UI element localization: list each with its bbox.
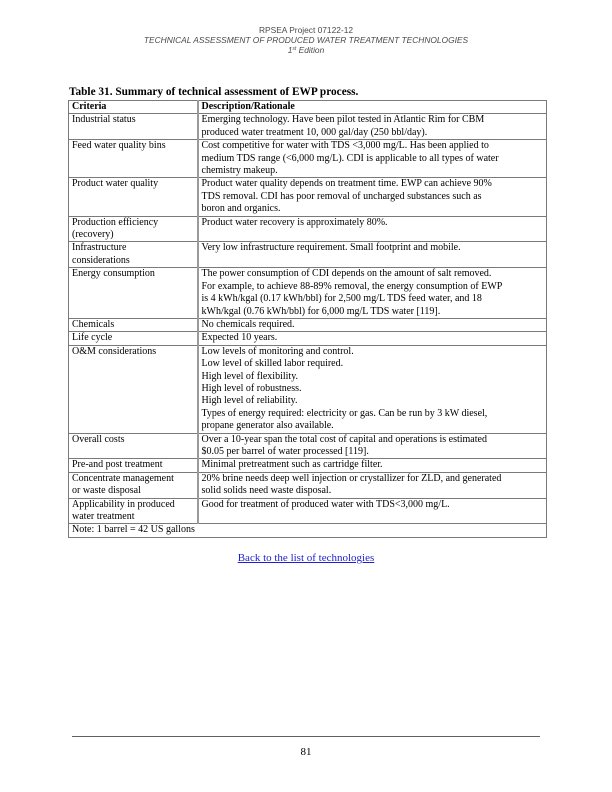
description-cell bbox=[198, 345, 547, 433]
description-text: boron and organics. bbox=[201, 203, 281, 215]
description-cell bbox=[198, 178, 547, 216]
criteria-cell bbox=[69, 345, 198, 433]
criteria-text: (recovery) bbox=[72, 229, 114, 241]
table-row bbox=[69, 459, 547, 472]
table-row bbox=[69, 216, 547, 242]
table-row bbox=[69, 242, 547, 268]
criteria-cell bbox=[69, 332, 198, 345]
criteria-cell bbox=[69, 178, 198, 216]
table-row bbox=[69, 140, 547, 178]
description-cell bbox=[198, 268, 547, 319]
description-text: The power consumption of CDI depends on the amount of salt removed. bbox=[201, 268, 492, 280]
edition-number: 1 bbox=[287, 45, 293, 55]
description-cell bbox=[198, 216, 547, 242]
criteria-cell bbox=[69, 318, 198, 331]
criteria-cell bbox=[69, 242, 198, 268]
edition bbox=[0, 45, 612, 55]
criteria-cell bbox=[69, 498, 198, 524]
description-text: No chemicals required. bbox=[201, 318, 295, 330]
column-header-criteria: Criteria bbox=[69, 101, 198, 114]
description-text: solid solids need waste disposal. bbox=[201, 485, 332, 497]
criteria-text: Production efficiency bbox=[72, 216, 159, 228]
criteria-text: Energy consumption bbox=[72, 268, 155, 280]
project-id: RPSEA Project 07122-12 bbox=[258, 25, 354, 35]
table-note: Note: 1 barrel = 42 US gallons bbox=[69, 524, 547, 537]
table-header-row bbox=[69, 101, 547, 114]
description-text: High level of reliability. bbox=[201, 395, 298, 407]
description-text: For example, to achieve 88-89% removal, the energy consumption of EWP bbox=[201, 280, 503, 292]
back-to-list-link[interactable]: Back to the list of technologies bbox=[237, 552, 375, 564]
description-cell bbox=[198, 332, 547, 345]
table-body bbox=[69, 114, 547, 524]
description-text: Emerging technology. Have been pilot tested in Atlantic Rim for CBM bbox=[201, 114, 485, 126]
description-cell bbox=[198, 472, 547, 498]
criteria-cell bbox=[69, 114, 198, 140]
criteria-text: or waste disposal bbox=[72, 485, 141, 497]
description-text: Types of energy required: electricity or gas. Can be run by 3 kW diesel, bbox=[201, 407, 488, 419]
table-title: Table 31. Summary of technical assessment of EWP process. bbox=[69, 86, 359, 98]
criteria-cell bbox=[69, 140, 198, 178]
criteria-text: Product water quality bbox=[72, 178, 159, 190]
criteria-text: Feed water quality bins bbox=[72, 140, 166, 152]
table-row bbox=[69, 332, 547, 345]
description-cell bbox=[198, 114, 547, 140]
criteria-cell bbox=[69, 433, 198, 459]
description-text: Cost competitive for water with TDS <3,000 mg/L. Has been applied to bbox=[201, 140, 489, 152]
description-text: TDS removal. CDI has poor removal of uncharged substances such as bbox=[201, 190, 482, 202]
criteria-text: Life cycle bbox=[72, 332, 113, 344]
table-row bbox=[69, 268, 547, 319]
description-text: Minimal pretreatment such as cartridge filter. bbox=[201, 459, 383, 471]
description-cell bbox=[198, 459, 547, 472]
column-header-description: Description/Rationale bbox=[198, 101, 547, 114]
description-text: 20% brine needs deep well injection or crystallizer for ZLD, and generated bbox=[201, 472, 502, 484]
description-text: Product water quality depends on treatment time. EWP can achieve 90% bbox=[201, 178, 492, 190]
criteria-text: water treatment bbox=[72, 511, 135, 522]
table-note-row bbox=[69, 524, 547, 537]
table-row bbox=[69, 178, 547, 216]
description-cell bbox=[198, 318, 547, 331]
table-row bbox=[69, 472, 547, 498]
assessment-table bbox=[68, 100, 547, 538]
criteria-cell bbox=[69, 268, 198, 319]
table-row bbox=[69, 318, 547, 331]
description-text: Product water recovery is approximately 80%. bbox=[201, 216, 388, 228]
description-text: medium TDS range (<6,000 mg/L). CDI is applicable to all types of water bbox=[201, 152, 499, 164]
back-link-container bbox=[0, 552, 612, 564]
criteria-text: Infrastructure bbox=[72, 242, 127, 254]
description-text: Low level of skilled labor required. bbox=[201, 358, 344, 370]
page-header bbox=[0, 25, 612, 55]
edition-label: Edition bbox=[296, 45, 325, 55]
description-cell bbox=[198, 242, 547, 268]
description-cell bbox=[198, 498, 547, 524]
criteria-text: Overall costs bbox=[72, 433, 125, 445]
description-text: High level of robustness. bbox=[201, 382, 302, 394]
description-text: Low levels of monitoring and control. bbox=[201, 345, 354, 357]
description-cell bbox=[198, 140, 547, 178]
description-text: Over a 10-year span the total cost of capital and operations is estimated bbox=[201, 433, 487, 445]
description-text: Very low infrastructure requirement. Small footprint and mobile. bbox=[201, 242, 461, 254]
page-number: 81 bbox=[300, 746, 312, 758]
criteria-cell bbox=[69, 216, 198, 242]
criteria-text: Pre-and post treatment bbox=[72, 459, 163, 471]
criteria-text: considerations bbox=[72, 254, 130, 266]
criteria-cell bbox=[69, 472, 198, 498]
description-text: produced water treatment 10, 000 gal/day (250 bbl/day). bbox=[201, 126, 428, 138]
report-title: TECHNICAL ASSESSMENT OF PRODUCED WATER TREATMENT TECHNOLOGIES bbox=[143, 35, 469, 45]
description-text: propane generator also available. bbox=[201, 420, 334, 432]
criteria-text: Chemicals bbox=[72, 318, 115, 330]
table-row bbox=[69, 433, 547, 459]
criteria-text: Industrial status bbox=[72, 114, 136, 126]
table-row bbox=[69, 345, 547, 433]
description-cell bbox=[198, 433, 547, 459]
criteria-text: O&M considerations bbox=[72, 345, 157, 357]
description-text: $0.05 per barrel of water processed [119]. bbox=[201, 445, 369, 457]
table-row bbox=[69, 498, 547, 524]
edition-suffix: st bbox=[292, 46, 297, 52]
criteria-cell bbox=[69, 459, 198, 472]
table-row bbox=[69, 114, 547, 140]
description-text: High level of flexibility. bbox=[201, 370, 299, 382]
description-text: kWh/kgal (0.76 kWh/bbl) for 6,000 mg/L TDS water [119]. bbox=[201, 305, 441, 317]
criteria-text: Concentrate management bbox=[72, 472, 174, 484]
description-text: chemistry makeup. bbox=[201, 165, 278, 177]
description-text: is 4 kWh/kgal (0.17 kWh/bbl) for 2,500 mg/L TDS feed water, and 18 bbox=[201, 293, 482, 305]
description-text: Expected 10 years. bbox=[201, 332, 278, 344]
description-text: Good for treatment of produced water with TDS<3,000 mg/L. bbox=[201, 498, 450, 510]
criteria-text: Applicability in produced bbox=[72, 498, 175, 510]
footer-divider bbox=[72, 736, 540, 737]
